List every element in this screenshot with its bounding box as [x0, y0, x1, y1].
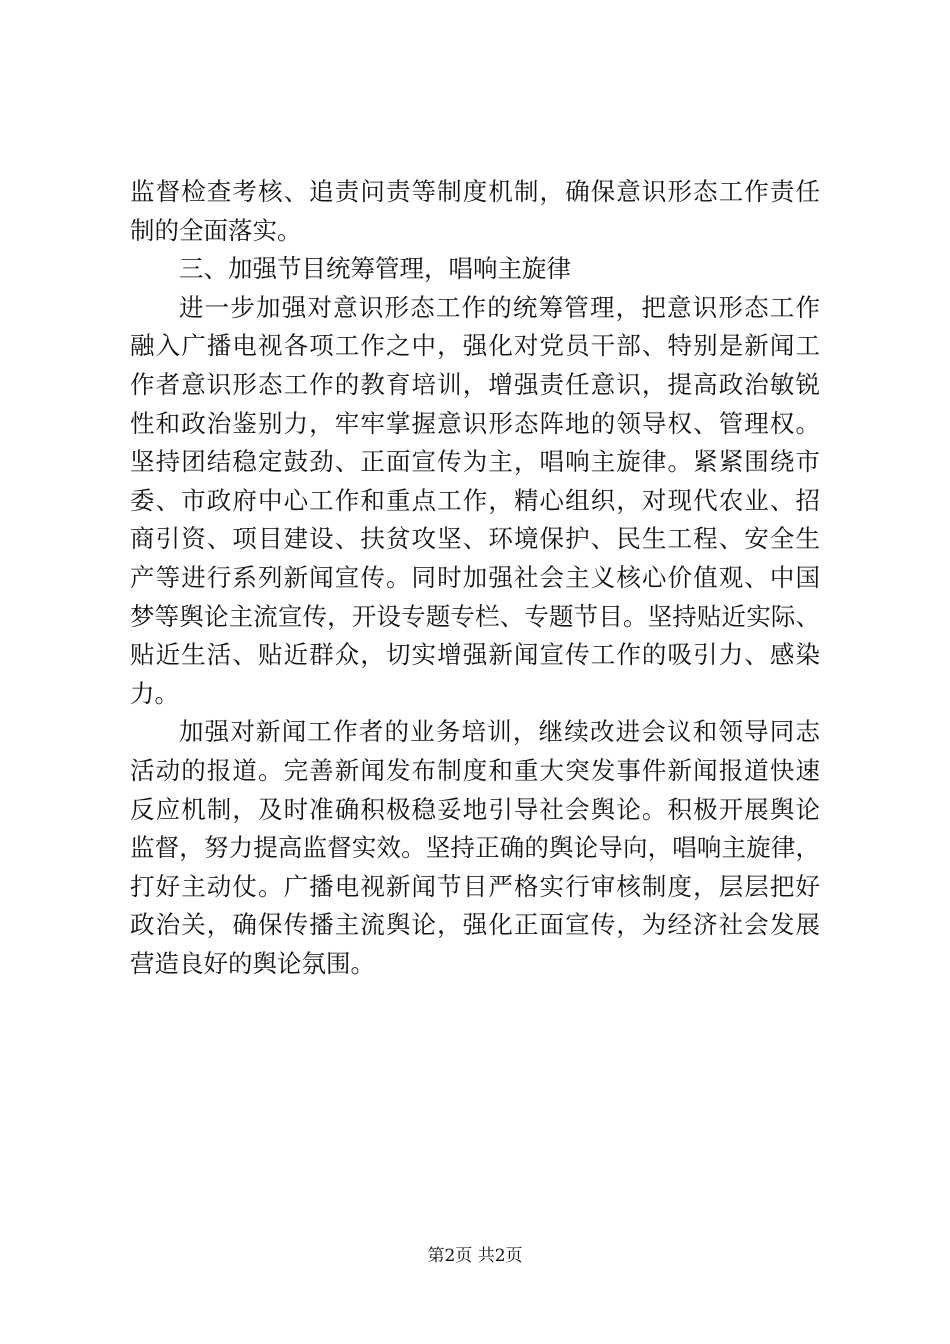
- page-footer: 第2页 共2页: [427, 1246, 523, 1266]
- text-line: 监督检查考核、追责问责等制度机制，确保意识形态工作责任: [130, 177, 820, 206]
- text-line: 贴近生活、贴近群众，切实增强新闻宣传工作的吸引力、感染: [130, 640, 820, 670]
- text-line: 性和政治鉴别力，牢牢掌握意识形态阵地的领导权、管理权。: [130, 408, 820, 438]
- text-line: 营造良好的舆论氛围。: [130, 948, 375, 978]
- text-line: 力。: [130, 678, 179, 708]
- text-line: 制的全面落实。: [130, 215, 302, 245]
- text-line: 政治关，确保传播主流舆论，强化正面宣传，为经济社会发展: [130, 910, 820, 940]
- text-line: 反应机制，及时准确积极稳妥地引导社会舆论。积极开展舆论: [130, 794, 820, 824]
- text-line: 产等进行系列新闻宣传。同时加强社会主义核心价值观、中国: [130, 562, 820, 592]
- text-line: 监督，努力提高监督实效。坚持正确的舆论导向，唱响主旋律，: [130, 833, 820, 863]
- text-line: 商引资、项目建设、扶贫攻坚、环境保护、民生工程、安全生: [130, 524, 820, 554]
- text-line: 委、市政府中心工作和重点工作，精心组织，对现代农业、招: [130, 485, 820, 515]
- text-line: 三、加强节目统筹管理，唱响主旋律: [179, 254, 571, 284]
- document-body: [130, 173, 820, 983]
- text-line: 作者意识形态工作的教育培训，增强责任意识，提高政治敏锐: [130, 369, 820, 399]
- text-line: 坚持团结稳定鼓劲、正面宣传为主，唱响主旋律。紧紧围绕市: [130, 447, 820, 477]
- text-line: 活动的报道。完善新闻发布制度和重大突发事件新闻报道快速: [130, 755, 820, 785]
- text-line: 加强对新闻工作者的业务培训，继续改进会议和领导同志: [179, 717, 820, 747]
- text-line: 融入广播电视各项工作之中，强化对党员干部、特别是新闻工: [130, 331, 820, 361]
- text-line: 梦等舆论主流宣传，开设专题专栏、专题节目。坚持贴近实际、: [130, 601, 820, 631]
- text-line: 打好主动仗。广播电视新闻节目严格实行审核制度，层层把好: [130, 871, 820, 901]
- text-line: 进一步加强对意识形态工作的统筹管理，把意识形态工作: [179, 292, 820, 322]
